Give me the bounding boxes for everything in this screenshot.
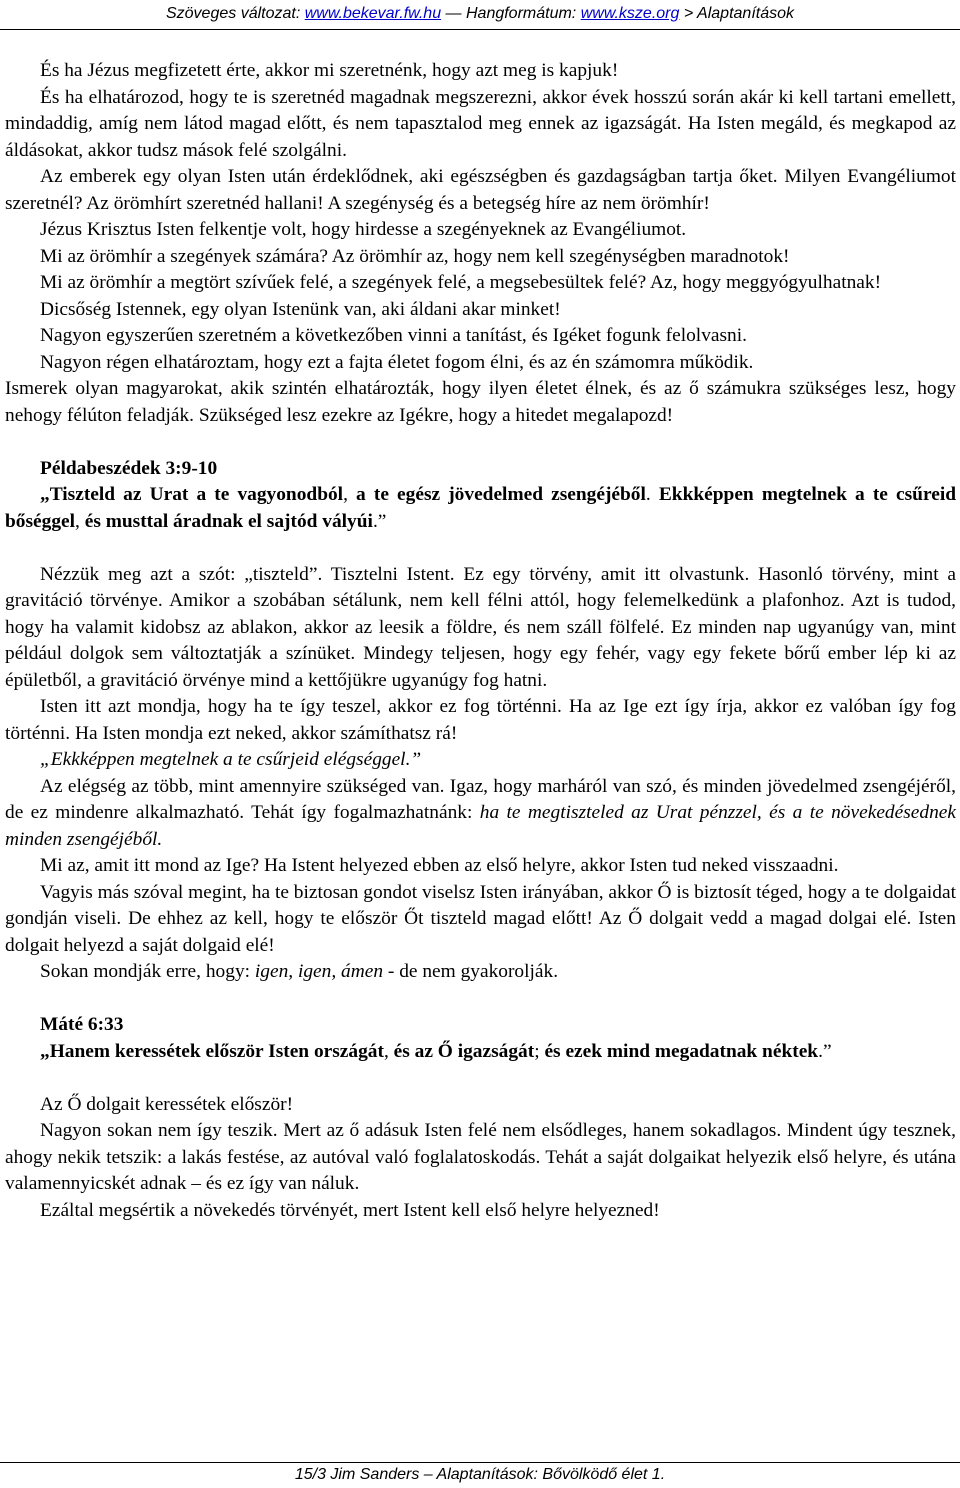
- scripture-heading: Példabeszédek 3:9-10: [40, 457, 218, 479]
- paragraph: Sokan mondják erre, hogy: igen, igen, ámen - de nem gyakorolják.: [40, 961, 559, 982]
- paragraph: Mi az örömhír a megtört szívűek felé, a szegények felé, a megsebesültek felé? Az, hogy meggyógyulhatnak!: [40, 272, 882, 293]
- scripture-quote: „Tiszteld az Urat a te vagyonodból, a te egész jövedelmed zsengéjéből. Ekkképpen megtelnek a te csűreid bőséggel, és musttal áradnak el sajtód vályúi.”: [5, 484, 956, 532]
- paragraph: Az elégség az több, mint amennyire szükséged van. Igaz, hogy marháról van szó, és minden jövedelmed zsengéjéről, de ez mindenre alkalmazható. Tehát így fogalmazhatnánk: ha te megtiszteled az Urat pénzzel, és a te növekedésednek minden zsengéjéből.: [5, 775, 956, 850]
- paragraph: Vagyis más szóval megint, ha te biztosan gondot viselsz Isten irányában, akkor Ő is biztosít téged, hogy a te dolgaidat gondján viseli. De ehhez az kell, hogy te először Őt tiszteld magad előtt! Az Ő dolgait vedd a magad dolgai elé. Isten dolgait helyezd a saját dolgaid elé!: [5, 881, 956, 956]
- page-footer: [0, 1462, 960, 1488]
- paragraph: Nagyon egyszerűen szeretném a következőben vinni a tanítást, és Igéket fogunk felolvasni.: [40, 325, 747, 346]
- paragraph: És ha Jézus megfizetett érte, akkor mi szeretnénk, hogy azt meg is kapjuk!: [40, 60, 619, 81]
- paragraph: Isten itt azt mondja, hogy ha te így teszel, akkor ez fog történni. Ha az Ige ezt így írja, akkor ez valóban így fog történni. Ha Isten mondja ezt neked, akkor számíthatsz rá!: [5, 696, 956, 744]
- paragraph: Mi az örömhír a szegények számára? Az örömhír az, hogy nem kell szegénységben maradnotok!: [40, 245, 790, 267]
- header-prefix: Szöveges változat:: [165, 5, 305, 22]
- paragraph: Az emberek egy olyan Isten után érdeklődnek, aki egészségben és gazdagságban tartja őket. Milyen Evangéliumot szeretnél? Az örömhírt szeretnéd hallani! A szegénység és a betegség híre az nem örömhír!: [5, 166, 956, 214]
- footer-text: 15/3 Jim Sanders – Alaptanítások: Bővölködő élet 1.: [294, 1466, 666, 1483]
- paragraph: Dicsőség Istennek, egy olyan Istenünk van, aki áldani akar minket!: [40, 298, 561, 320]
- scripture-heading: Máté 6:33: [40, 1014, 124, 1035]
- ksze-link[interactable]: www.ksze.org: [580, 5, 680, 22]
- paragraph: Nagyon régen elhatároztam, hogy ezt a fajta életet fogom élni, és az én számomra működik.: [40, 351, 754, 373]
- page-header: [0, 0, 960, 30]
- paragraph: Nézzük meg azt a szót: „tiszteld”. Tisztelni Istent. Ez egy törvény, amit itt olvastunk. Hasonló törvény, mint a gravitáció törvénye. Amikor a szobában sétálunk, nem kell félni attól, hogy felemelkedünk a plafonhoz. Azt is tudod, hogy ha valamit kidobsz az ablakon, akkor az leesik a földre, és nem száll fölfelé. Ez minden nap ugyanúgy van, mint például dolgok sem változtatják a színüket. Mindegy teljesen, hogy egy fehér, vagy egy fekete bőrű ember lép ki az épületből, a gravitáció örvénye mind a kettőjükre ugyanúgy fog hatni.: [5, 563, 956, 691]
- scripture-quote: „Hanem keressétek először Isten országát, és az Ő igazságát; és ezek mind megadatnak néktek.”: [40, 1040, 832, 1062]
- paragraph: Az Ő dolgait keressétek először!: [40, 1093, 294, 1115]
- paragraph: Mi az, amit itt mond az Ige? Ha Istent helyezed ebben az első helyre, akkor Isten tud neked visszaadni.: [40, 855, 839, 876]
- document-body: [5, 58, 956, 1224]
- paragraph: Ismerek olyan magyarokat, akik szintén elhatározták, hogy ilyen életet élnek, és az ő számukra szükséges lesz, hogy nehogy félúton feladják. Szükséged lesz ezekre az Igékre, hogy a hitedet megalapozd!: [5, 378, 956, 426]
- paragraph: És ha elhatározod, hogy te is szeretnéd magadnak megszerezni, akkor évek hosszú során akár ki kell tartani emellett, mindaddig, amíg nem látod magad előtt, és nem tapasztalod meg ennek az igazságát. Ha Isten megáld, és megkapod az áldásokat, akkor tudsz mások felé szolgálni.: [5, 86, 956, 161]
- italic-quote: „Ekkképpen megtelnek a te csűrjeid elégséggel.”: [40, 749, 422, 770]
- bekevar-link[interactable]: www.bekevar.fw.hu: [304, 5, 442, 22]
- header-suffix: > Alaptanítások: [679, 5, 794, 22]
- paragraph: Jézus Krisztus Isten felkentje volt, hogy hirdesse a szegényeknek az Evangéliumot.: [40, 219, 687, 240]
- paragraph: Nagyon sokan nem így teszik. Mert az ő adásuk Isten felé nem elsődleges, hanem sokadlagos. Mindent úgy tesznek, ahogy nekik tetszik: a lakás festése, az autóval való foglalatoskodás. Tehát a saját dolgaikat helyezik első helyre, és utána valamennyicskét adnak – és ez így van náluk.: [5, 1120, 956, 1194]
- paragraph: Ezáltal megsértik a növekedés törvényét, mert Istent kell első helyre helyezned!: [40, 1199, 660, 1221]
- header-middle: — Hangformátum:: [441, 5, 581, 22]
